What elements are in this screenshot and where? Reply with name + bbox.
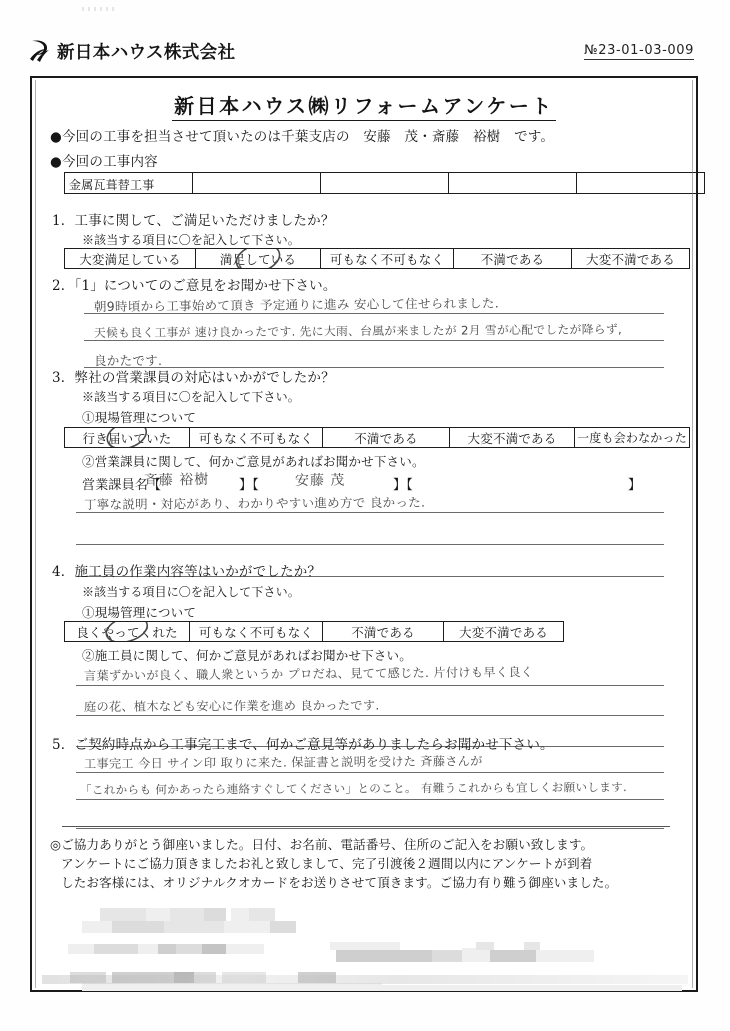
question-4-subheading: ①現場管理について — [82, 605, 197, 620]
q3-option-0-label: 行き届いていた — [82, 430, 172, 446]
q3-option-0[interactable] — [65, 428, 190, 448]
q3-option-4[interactable]: 一度も会わなかった — [575, 428, 690, 448]
q1-option-4[interactable]: 大変不満である — [572, 249, 690, 269]
q1-option-1[interactable] — [196, 249, 321, 269]
writing-rule — [76, 685, 664, 686]
writing-rule — [76, 828, 664, 829]
question-4-handwriting-line-2: 庭の花、植木なども安心に作業を進め 良かったです. — [83, 698, 380, 714]
writing-rule — [76, 799, 664, 800]
q1-option-3[interactable]: 不満である — [454, 249, 572, 269]
question-4-comment-prompt: ②施工員に関して、何かご意見があればお聞かせ下さい。 — [82, 648, 412, 663]
scan-speckle-artifact — [82, 7, 114, 11]
writing-rule — [76, 544, 664, 545]
question-3-text: 3．弊社の営業課員の対応はいかがでしたか？ — [52, 370, 335, 386]
work-content-table — [64, 172, 705, 194]
question-4-options-table — [64, 621, 564, 642]
question-2-handwriting-line-2: 天候も良く工事が 速け良かったです. 先に大雨、台風が来ましたが 2月 雪が心配でしたが降らず, — [93, 322, 623, 341]
footer-line-2: アンケートにご協力頂きましたお礼と致しまして、完了引渡後２週間以内にアンケートが到着 — [61, 856, 593, 871]
table-row — [65, 428, 690, 448]
question-2-handwriting-line-3: 良かたです. — [94, 353, 163, 368]
q3-option-1[interactable]: 可もなく不可もなく — [190, 428, 323, 448]
company-logo — [28, 38, 235, 64]
work-content-cell-2 — [193, 173, 321, 194]
shinnihon-house-logo-icon — [28, 38, 52, 64]
work-content-cell-3 — [321, 173, 449, 194]
question-4-text: 4．施工員の作業内容等はいかがでしたか？ — [52, 564, 322, 580]
question-3-instruction: ※該当する項目に〇を記入して下さい。 — [82, 390, 300, 404]
form-frame — [30, 76, 698, 992]
question-3-subheading: ①現場管理について — [82, 410, 197, 425]
q1-option-1-label: 満足している — [219, 251, 297, 267]
page-title-text: 新日本ハウス㈱リフォームアンケート — [172, 94, 556, 121]
q4-option-0[interactable] — [65, 622, 190, 642]
footer-line-1: ◎ご協力ありがとう御座いました。日付、お名前、電話番号、住所のご記入をお願い致します。 — [50, 837, 594, 852]
question-3-comment-prompt: ②営業課員に関して、何かご意見があればお聞かせ下さい。 — [82, 454, 425, 469]
sales-staff-bracket-2-close: 】【 — [393, 478, 413, 493]
question-3-options-table — [64, 427, 690, 448]
page-header — [0, 38, 730, 72]
page-title — [32, 90, 696, 119]
writing-rule — [76, 715, 664, 716]
question-1-text: 1．工事に関して、ご満足いただけましたか？ — [52, 213, 335, 229]
q4-option-0-label: 良くやってくれた — [76, 624, 178, 640]
sales-staff-name-1: 斉藤 裕樹 — [143, 471, 210, 490]
table-row — [65, 249, 690, 269]
company-name: 新日本ハウス株式会社 — [57, 42, 236, 63]
sales-staff-bracket-1-close: 】【 — [239, 478, 259, 493]
table-row — [65, 173, 705, 194]
question-1-instruction: ※該当する項目に〇を記入して下さい。 — [82, 233, 300, 247]
scan-bottom-smear — [42, 975, 688, 984]
work-content-cell-5 — [577, 173, 705, 194]
q1-option-0[interactable]: 大変満足している — [65, 249, 196, 269]
question-5-text: 5．ご契約時点から工事完工まで、何かご意見等がありましたらお聞かせ下さい。 — [52, 737, 554, 753]
sales-staff-name-2: 安藤 茂 — [294, 472, 346, 490]
question-1-options-table — [64, 248, 690, 269]
charge-person-line: ●今回の工事を担当させて頂いたのは千葉支店の 安藤 茂・斎藤 裕樹 です。 — [50, 129, 555, 145]
sales-staff-bracket-3-close: 】 — [628, 478, 642, 493]
question-3-handwriting-line-1: 丁寧な説明・対応があり、わかりやすい進め方で 良かった. — [83, 494, 426, 512]
footer-line-3: したお客様には、オリジナルクオカードをお送りさせて頂きます。ご協力有り難う御座いました。 — [61, 875, 618, 890]
question-5-handwriting-line-1: 工事完工 今日 サイン印 取りに来た. 保証書と説明を受けた 斉藤さんが — [83, 754, 483, 771]
q3-option-2[interactable]: 不満である — [323, 428, 450, 448]
work-content-cell-1: 金属瓦葺替工事 — [65, 173, 193, 194]
question-4-handwriting-line-1: 言葉ずかいが良く、職人衆というか プロだね、見てて感じた. 片付けも早く良く — [83, 665, 534, 684]
question-2-handwriting-line-1: 朝9時頃から工事始めて頂き 予定通りに進み 安心して住せられました. — [93, 295, 500, 315]
q4-option-2[interactable]: 不満である — [323, 622, 444, 642]
writing-rule — [76, 772, 664, 773]
footer-message — [50, 835, 684, 892]
q3-option-3[interactable]: 大変不満である — [450, 428, 575, 448]
q4-option-3[interactable]: 大変不満である — [444, 622, 564, 642]
question-5-handwriting-line-2: 「これからも 何かあったら連絡すぐしてください」とのこと。 有難うこれからも宜しくお願いします. — [79, 780, 628, 797]
footer-divider — [62, 826, 670, 827]
q1-option-2[interactable]: 可もなく不可もなく — [321, 249, 454, 269]
question-2-text: 2．「1」についてのご意見をお聞かせ下さい。 — [52, 278, 337, 294]
work-content-cell-4 — [449, 173, 577, 194]
table-row — [65, 622, 564, 642]
q4-option-1[interactable]: 可もなく不可もなく — [190, 622, 323, 642]
work-content-label: ●今回の工事内容 — [50, 154, 158, 170]
question-4-instruction: ※該当する項目に〇を記入して下さい。 — [82, 585, 300, 599]
sales-staff-name-label: 営業課員名【 — [82, 478, 162, 493]
document-number: №23-01-03-009 — [584, 43, 694, 58]
